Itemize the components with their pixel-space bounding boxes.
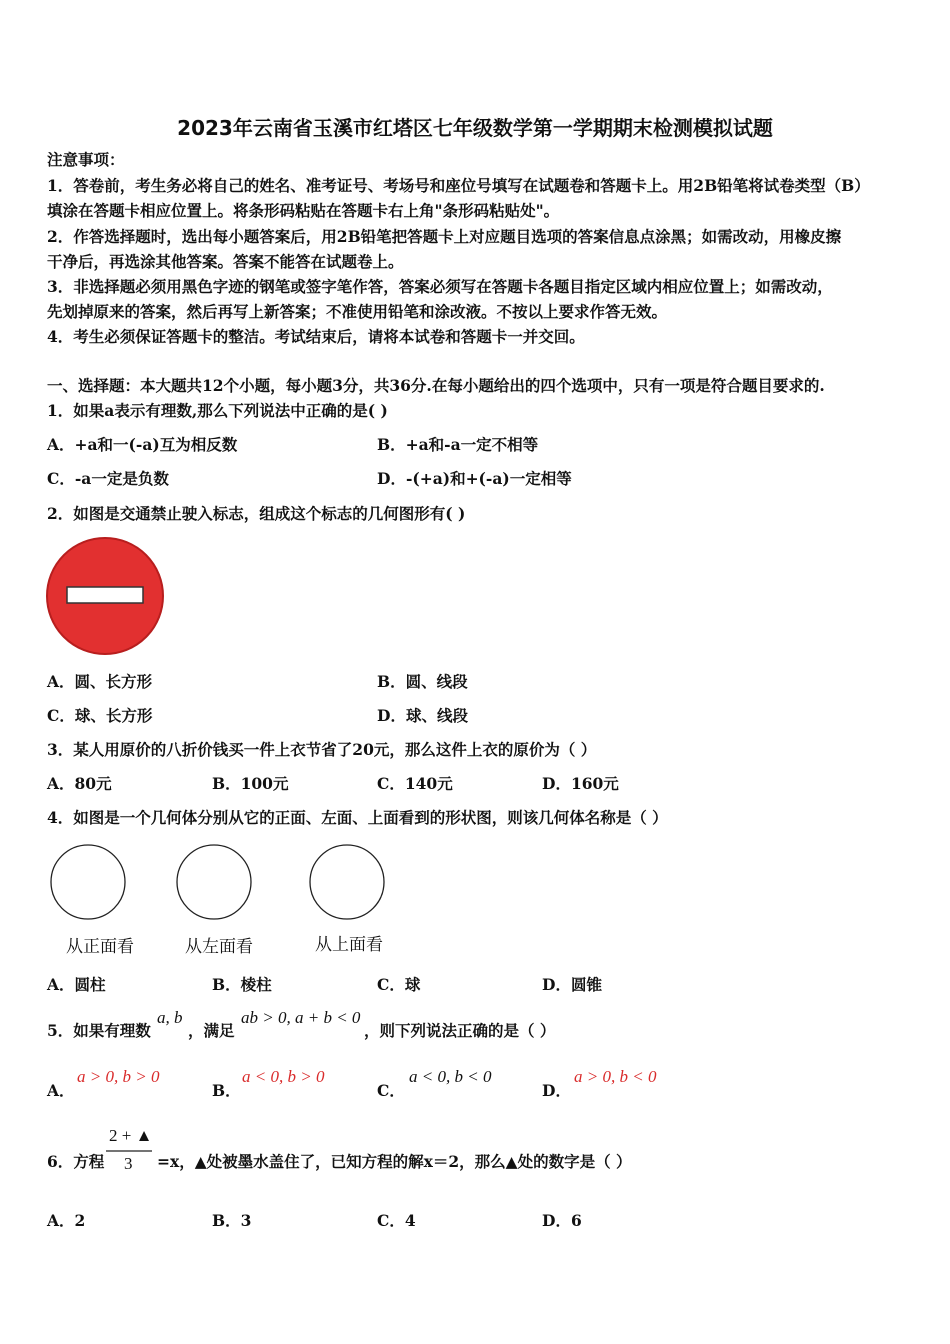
question-5-stem-cont: ，满足 <box>188 1021 235 1040</box>
front-view-label: 从正面看 <box>66 937 134 957</box>
notice-heading: 注意事项： <box>47 150 125 169</box>
q5-option-c: a < 0, b < 0 <box>409 1067 492 1086</box>
question-5-stem-end: ，则下列说法正确的是（ ） <box>364 1021 556 1040</box>
q5-option-a-label: A． <box>47 1081 75 1100</box>
question-2-stem: 2．如图是交通禁止驶入标志，组成这个标志的几何图形有( ) <box>47 504 466 523</box>
q6-denominator: 3 <box>124 1154 133 1173</box>
q2-option-a: A．圆、长方形 <box>47 672 153 691</box>
q5-option-d-label: D． <box>542 1081 571 1100</box>
left-view-circle <box>174 843 256 923</box>
q6-option-a: A．2 <box>47 1211 86 1230</box>
q5-option-b: a < 0, b > 0 <box>242 1067 325 1086</box>
q6-option-d: D．6 <box>542 1211 582 1230</box>
notice-line: 2．作答选择题时，选出每小题答案后，用2B铅笔把答题卡上对应题目选项的答案信息点涂黑；如需改动，用橡皮擦 <box>47 227 842 246</box>
notice-line: 先划掉原来的答案，然后再写上新答案；不准使用铅笔和涂改液。不按以上要求作答无效。 <box>47 302 668 321</box>
q3-option-c: C．140元 <box>377 774 453 793</box>
question-5-stem: 5．如果有理数 <box>47 1021 151 1040</box>
fraction-bar <box>106 1149 154 1153</box>
question-4-stem: 4．如图是一个几何体分别从它的正面、左面、上面看到的形状图，则该几何体名称是（ ） <box>47 808 668 827</box>
notice-line: 填涂在答题卡相应位置上。将条形码粘贴在答题卡右上角"条形码粘贴处"。 <box>47 201 560 220</box>
sign-bar <box>67 587 143 603</box>
q5-option-b-label: B． <box>212 1081 241 1100</box>
q6-option-b: B．3 <box>212 1211 252 1230</box>
q2-option-b: B．圆、线段 <box>377 672 468 691</box>
notice-line: 1．答卷前，考生务必将自己的姓名、准考证号、考场号和座位号填写在试题卷和答题卡上。用2B铅笔将试卷类型（B） <box>47 176 870 195</box>
q5-option-c-label: C． <box>377 1081 405 1100</box>
q6-option-c: C．4 <box>377 1211 416 1230</box>
q4-option-a: A．圆柱 <box>47 975 106 994</box>
q1-option-d: D．-(+a)和+(-a)一定相等 <box>377 469 572 488</box>
page-title: 2023年云南省玉溪市红塔区七年级数学第一学期期末检测模拟试题 <box>177 116 773 140</box>
notice-line: 3．非选择题必须用黑色字迹的钢笔或签字笔作答，答案必须写在答题卡各题目指定区域内相应位置上；如需改动， <box>47 277 833 296</box>
q4-option-d: D．圆锥 <box>542 975 602 994</box>
q5-variables: a, b <box>157 1008 183 1027</box>
notice-line: 干净后，再选涂其他答案。答案不能答在试题卷上。 <box>47 252 404 271</box>
q3-option-b: B．100元 <box>212 774 289 793</box>
notice-line: 4．考生必须保证答题卡的整洁。考试结束后，请将本试卷和答题卡一并交回。 <box>47 327 585 346</box>
q2-option-d: D．球、线段 <box>377 706 468 725</box>
top-view-circle <box>307 843 389 923</box>
question-6-stem-cont: =x，▲处被墨水盖住了，已知方程的解x＝2，那么▲处的数字是（ ） <box>157 1152 632 1171</box>
q3-option-a: A．80元 <box>47 774 112 793</box>
q4-option-b: B．棱柱 <box>212 975 272 994</box>
q1-option-b: B．+a和-a一定不相等 <box>377 435 539 454</box>
q4-option-c: C．球 <box>377 975 421 994</box>
q1-option-a: A．+a和一(-a)互为相反数 <box>47 435 238 454</box>
q5-option-a: a > 0, b > 0 <box>77 1067 160 1086</box>
question-3-stem: 3．某人用原价的八折价钱买一件上衣节省了20元，那么这件上衣的原价为（ ） <box>47 740 597 759</box>
section-heading: 一、选择题：本大题共12个小题，每小题3分，共36分.在每小题给出的四个选项中，只有一项是符合题目要求的. <box>47 376 825 395</box>
q2-option-c: C．球、长方形 <box>47 706 153 725</box>
question-1-stem: 1．如果a表示有理数,那么下列说法中正确的是( ) <box>47 401 388 420</box>
no-entry-sign-figure <box>44 535 166 657</box>
q6-numerator: 2 + ▲ <box>109 1126 153 1145</box>
q5-option-d: a > 0, b < 0 <box>574 1067 657 1086</box>
left-view-label: 从左面看 <box>185 937 253 957</box>
front-view-circle <box>48 843 130 923</box>
q3-option-d: D．160元 <box>542 774 619 793</box>
top-view-label: 从上面看 <box>315 935 383 955</box>
question-6-stem: 6．方程 <box>47 1152 105 1171</box>
q1-option-c: C．-a一定是负数 <box>47 469 169 488</box>
q5-condition: ab > 0, a + b < 0 <box>241 1008 361 1027</box>
